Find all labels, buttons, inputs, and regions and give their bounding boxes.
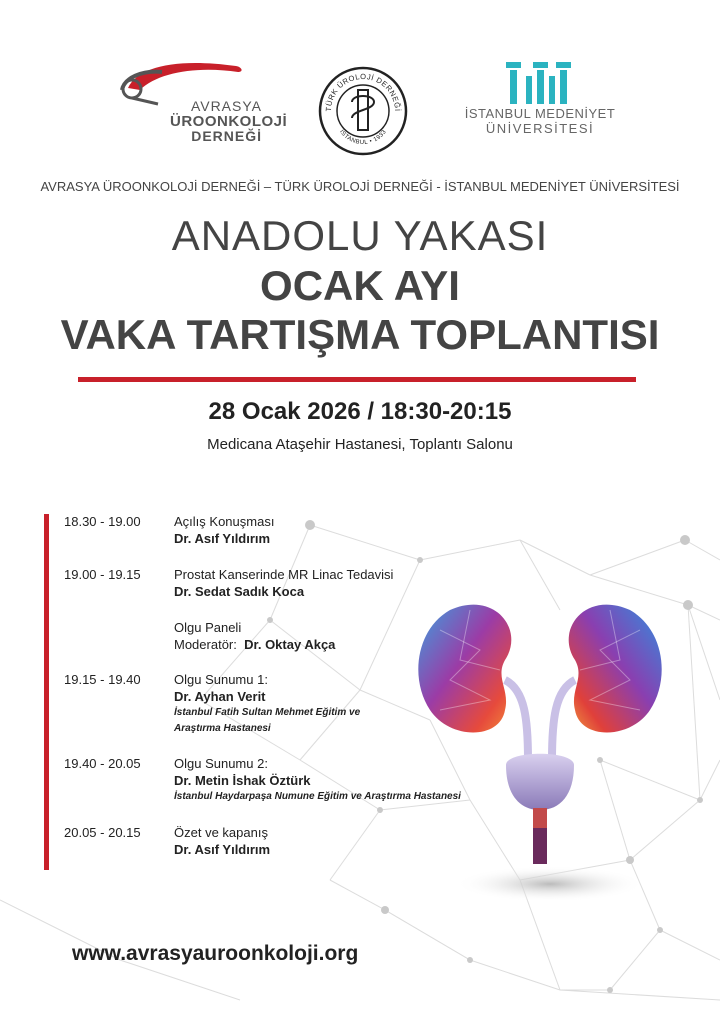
title-line-3: VAKA TARTIŞMA TOPLANTISI <box>60 311 660 358</box>
program-time: 19.40 - 20.05 <box>64 756 141 771</box>
avrasya-logo-line3: DERNEĞİ <box>191 128 262 144</box>
imu-logo-text <box>450 106 630 136</box>
program-title: Prostat Kanserinde MR Linac Tedavisi <box>174 567 394 582</box>
program-title: Olgu Sunumu 1: <box>174 672 268 687</box>
imu-logo-icon <box>506 62 576 104</box>
program-institution: İstanbul Fatih Sultan Mehmet Eğitim ve Araştırma Hastanesi <box>174 707 361 734</box>
organizers-line: AVRASYA ÜROONKOLOJİ DERNEĞİ – TÜRK ÜROLOJİ DERNEĞİ - İSTANBUL MEDENİYET ÜNİVERSİTESİ <box>40 179 680 194</box>
avrasya-logo-line1: AVRASYA <box>190 98 262 114</box>
program-time: 18.30 - 19.00 <box>64 514 141 529</box>
avrasya-logo-line2: ÜROONKOLOJİ <box>170 113 288 130</box>
imu-logo-line2: ÜNİVERSİTESİ <box>485 121 595 136</box>
program-title: Açılış Konuşması <box>174 514 275 529</box>
moderator-name: Dr. Oktay Akça <box>244 637 336 652</box>
program-institution: İstanbul Haydarpaşa Numune Eğitim ve Araştırma Hastanesi <box>174 791 461 802</box>
title-line-1: ANADOLU YAKASI <box>171 212 549 259</box>
program-speaker: Dr. Sedat Sadık Koca <box>174 584 305 599</box>
event-venue: Medicana Ataşehir Hastanesi, Toplantı Salonu <box>207 436 513 453</box>
program-time: 19.00 - 19.15 <box>64 567 141 582</box>
program-title: Olgu Paneli <box>174 620 242 635</box>
title-divider <box>78 377 636 382</box>
program-time: 19.15 - 19.40 <box>64 672 141 687</box>
program-title: Olgu Sunumu 2: <box>174 756 268 771</box>
program-title: Özet ve kapanış <box>174 825 268 840</box>
program-time: 20.05 - 20.15 <box>64 825 141 840</box>
program-accent-line <box>44 514 49 870</box>
program-moderator-line <box>174 636 514 653</box>
turk-uroloji-seal-icon <box>318 66 408 156</box>
program-speaker: Dr. Asıf Yıldırım <box>174 531 271 546</box>
moderator-label: Moderatör: <box>174 637 237 652</box>
website-link[interactable]: www.avrasyauroonkoloji.org <box>72 942 359 965</box>
imu-logo-line1: İSTANBUL MEDENİYET <box>464 106 616 121</box>
program-speaker: Dr. Asıf Yıldırım <box>174 842 271 857</box>
event-date: 28 Ocak 2026 / 18:30-20:15 <box>208 398 512 425</box>
title-line-2: OCAK AYI <box>260 262 460 309</box>
program-speaker: Dr. Ayhan Verit <box>174 689 266 704</box>
svg-text:İSTANBUL • 1933: İSTANBUL • 1933 <box>338 129 388 147</box>
svg-text:TÜRK ÜROLOJİ DERNEĞİ: TÜRK ÜROLOJİ DERNEĞİ <box>323 71 403 112</box>
avrasya-logo-text <box>170 98 288 144</box>
program-speaker: Dr. Metin İshak Öztürk <box>174 773 311 788</box>
